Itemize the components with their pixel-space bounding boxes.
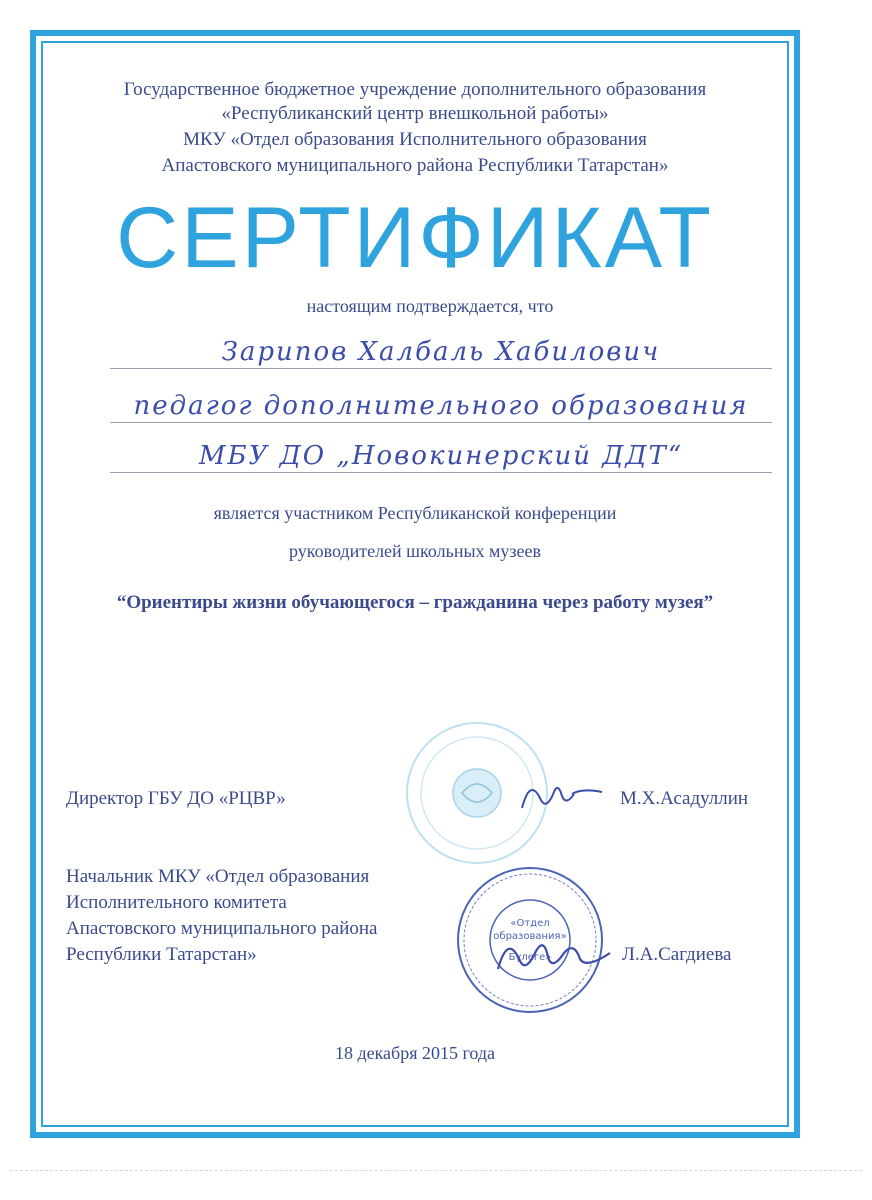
issue-date: 18 декабря 2015 года — [334, 1043, 496, 1063]
head-title-2: Исполнительного комитета — [66, 892, 287, 913]
conference-topic: “Ориентиры жизни обучающегося – гражданина через работу музея” — [116, 592, 714, 613]
stamp-inner-bottom: Бүлеге» — [508, 952, 552, 963]
recipient-position: педагог дополнительного образования — [110, 390, 772, 423]
head-title-1: Начальник МКУ «Отдел образования — [66, 866, 370, 887]
header-line-1: Государственное бюджетное учреждение дополнительного образования — [123, 79, 707, 100]
head-title-4: Республики Татарстан» — [66, 944, 257, 965]
director-title: Директор ГБУ ДО «РЦВР» — [66, 788, 286, 809]
stamp-inner-mid: образования» — [493, 931, 567, 942]
header-line-3: МКУ «Отдел образования Исполнительного образования — [183, 129, 647, 150]
header-line-2: «Республиканский центр внешкольной работы» — [221, 103, 609, 124]
director-name: М.Х.Асадуллин — [620, 788, 749, 809]
confirm-text: настоящим подтверждается, что — [306, 296, 554, 316]
stamp-inner-top: «Отдел — [510, 918, 550, 929]
scan-edge-divider — [10, 1170, 862, 1171]
head-title-3: Апастовского муниципального района — [66, 918, 378, 939]
body-line-1: является участником Республиканской конференции — [213, 503, 617, 523]
body-line-2: руководителей школьных музеев — [288, 541, 542, 561]
head-name: Л.А.Сагдиева — [622, 944, 732, 965]
header-line-4: Апастовского муниципального района Республики Татарстан» — [161, 155, 669, 176]
certificate-title: СЕРТИФИКАТ — [116, 190, 714, 286]
head-signature-icon — [490, 925, 620, 985]
director-signature-icon — [512, 768, 612, 828]
recipient-name: Зарипов Халбаль Хабилович — [110, 336, 772, 369]
recipient-organization: МБУ ДО „Новокинерский ДДТ“ — [110, 440, 772, 473]
